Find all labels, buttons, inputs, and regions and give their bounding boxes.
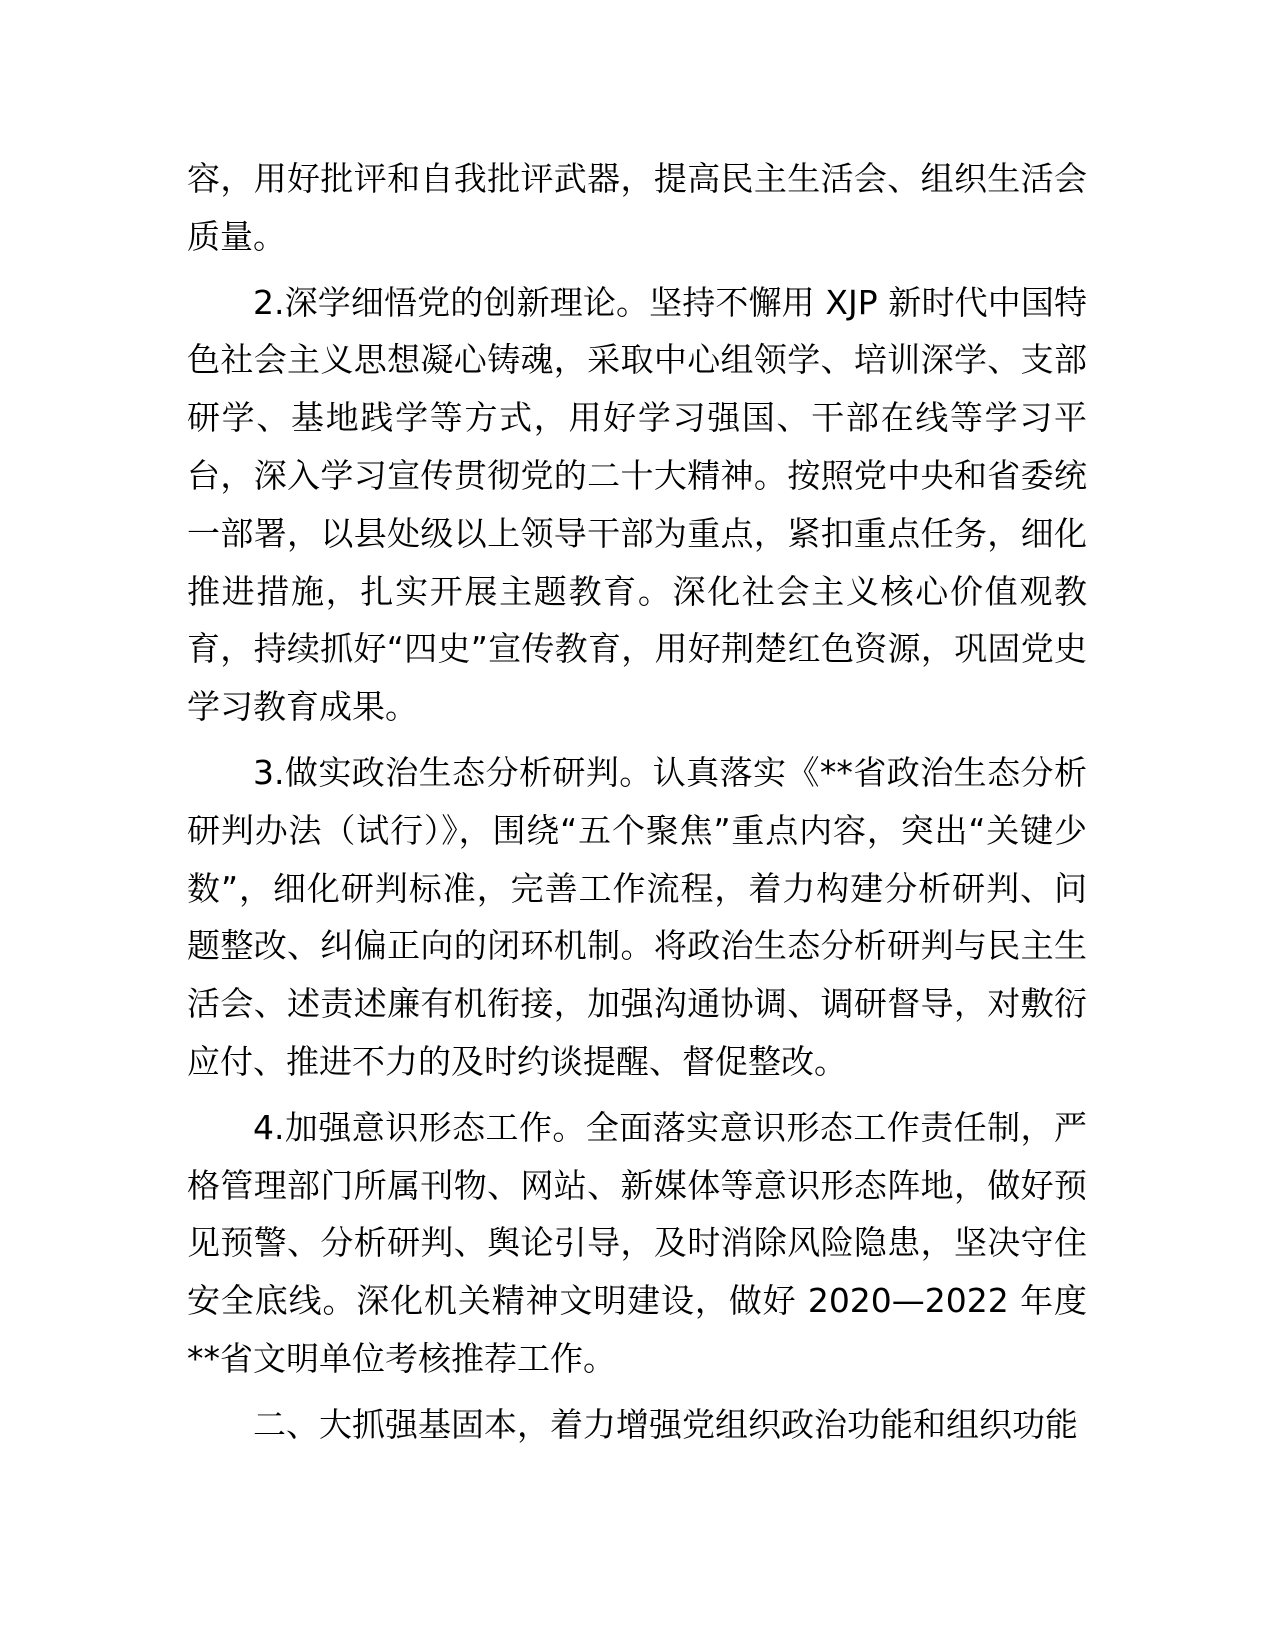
paragraph-item-2: 2.深学细悟党的创新理论。坚持不懈用 XJP 新时代中国特色社会主义思想凝心铸魂，采取中心组领学、培训深学、支部研学、基地践学等方式，用好学习强国、干部在线等学习平台，深入学习宣传贯彻党的二十大精神。按照党中央和省委统一部署，以县处级以上领导干部为重点，紧扣重点任务，细化推进措施，扎实开展主题教育。深化社会主义核心价值观教育，持续抓好“四史”宣传教育，用好荆楚红色资源，巩固党史学习教育成果。 — [187, 282, 1087, 727]
paragraph-item-3: 3.做实政治生态分析研判。认真落实《**省政治生态分析研判办法（试行）》，围绕“五个聚焦”重点内容，突出“关键少数”，细化研判标准，完善工作流程，着力构建分析研判、问题整改、纠偏正向的闭环机制。将政治生态分析研判与民主生活会、述责述廉有机衔接，加强沟通协调、调研督导，对敷衍应付、推进不力的及时约谈提醒、督促整改。 — [187, 752, 1087, 1081]
section-heading-2: 二、大抓强基固本，着力增强党组织政治功能和组织功能 — [253, 1404, 1078, 1444]
paragraph-item-4: 4.加强意识形态工作。全面落实意识形态工作责任制，严格管理部门所属刊物、网站、新媒体等意识形态阵地，做好预见预警、分析研判、舆论引导，及时消除风险隐患，坚决守住安全底线。深化机关精神文明建设，做好 2020—2022 年度**省文明单位考核推荐工作。 — [187, 1107, 1087, 1378]
paragraph-continuation: 容，用好批评和自我批评武器，提高民主生活会、组织生活会质量。 — [187, 159, 1087, 256]
document-body — [187, 150, 1087, 1462]
